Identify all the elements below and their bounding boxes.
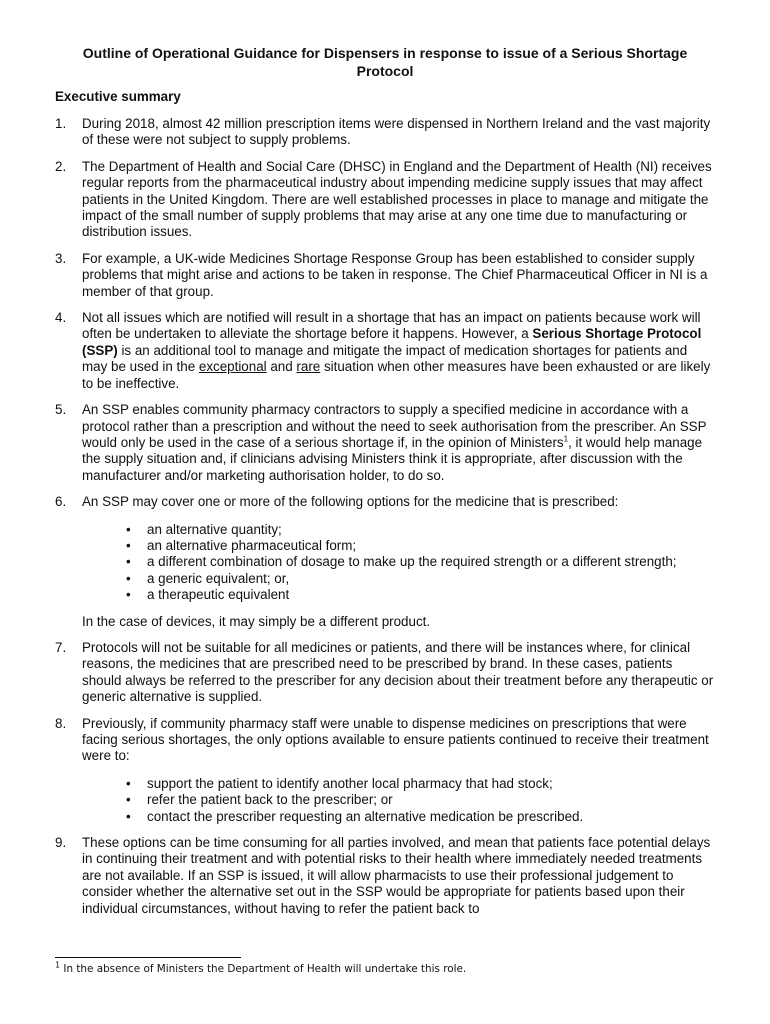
paragraph-text: Previously, if community pharmacy staff were unable to dispense medicines on prescriptions that were facing serious shortages, the only options available to ensure patients continued to receive their treatment were to: bbox=[82, 715, 709, 764]
numbered-paragraph-list bbox=[55, 116, 715, 927]
bullet-item: • a different combination of dosage to make up the required strength or a different strength; bbox=[122, 554, 715, 570]
paragraph-text-c: and bbox=[266, 359, 297, 375]
bullet-item: • a generic equivalent; or, bbox=[122, 571, 715, 587]
paragraph-number: 9. bbox=[55, 835, 67, 851]
bullet-item: • a therapeutic equivalent bbox=[122, 587, 715, 603]
paragraph-text: The Department of Health and Social Care (DHSC) in England and the Department of Health (NI) receives regular reports from the pharmaceutical industry about impending medicine supply issues that may affect patients in the United Kingdom. There are well established processes in place to manage and mitigate the impact of the small number of supply problems that may arise at any one time due to manufacturing or distribution issues. bbox=[82, 158, 712, 240]
paragraph-text: During 2018, almost 42 million prescription items were dispensed in Northern Ireland and the vast majority of these were not subject to supply problems. bbox=[82, 116, 711, 148]
paragraph-text: Protocols will not be suitable for all medicines or patients, and there will be instances where, for clinical reasons, the medicines that are prescribed need to be prescribed by brand. In these cases, patients should always be referred to the prescriber for any decision about their treatment before any therapeutic or generic alternative is supplied. bbox=[82, 639, 714, 705]
paragraph-number: 7. bbox=[55, 639, 67, 655]
paragraph-text: An SSP may cover one or more of the following options for the medicine that is prescribed: bbox=[82, 494, 619, 510]
bullet-item: • an alternative pharmaceutical form; bbox=[122, 538, 715, 554]
paragraph-9 bbox=[55, 835, 715, 917]
paragraph-text: These options can be time consuming for all parties involved, and mean that patients face potential delays in continuing their treatment and with potential risks to their health where immediately needed treatments are not available. If an SSP is issued, it will allow pharmacists to use their professional judgement to consider whether the alternative set out in the SSP would be appropriate for patients based upon their individual circumstances, without having to refer the patient back to bbox=[82, 835, 711, 916]
paragraph-text-a: An SSP enables community pharmacy contractors to supply a specified medicine in accordance with a protocol rather than a prescription and without the need to seek authorisation from the prescriber. An SSP would only be used in the case of a serious shortage if, in the opinion of Ministers bbox=[82, 402, 707, 450]
paragraph-text-b: is an additional tool to manage and mitigate the impact of medication shortages for patients and may be used in the bbox=[82, 342, 688, 375]
paragraph-text-a: Not all issues which are notified will result in a shortage that has an impact on patients because work will often be undertaken to alleviate the shortage before it happens. However, a bbox=[82, 310, 701, 342]
footnote-text: In the absence of Ministers the Department of Health will undertake this role. bbox=[60, 963, 467, 975]
paragraph-4 bbox=[55, 310, 715, 392]
paragraph-number: 2. bbox=[55, 158, 67, 174]
paragraph-text: For example, a UK-wide Medicines Shortage Response Group has been established to consider supply problems that might arise and actions to be taken in response. The Chief Pharmaceutical Officer in NI is a member of that group. bbox=[82, 250, 708, 299]
footnote bbox=[55, 960, 467, 976]
paragraph-6 bbox=[55, 494, 715, 630]
previous-options-bullet-list bbox=[82, 776, 715, 825]
paragraph-text-d: situation when other measures have been exhausted or are likely to be ineffective. bbox=[82, 359, 711, 391]
bullet-item: • contact the prescriber requesting an alternative medication be prescribed. bbox=[122, 809, 715, 825]
paragraph-number: 1. bbox=[55, 116, 67, 131]
bullet-item: • support the patient to identify another local pharmacy that had stock; bbox=[122, 776, 715, 792]
paragraph-number: 3. bbox=[55, 250, 67, 266]
options-bullet-list bbox=[82, 522, 715, 604]
footnote-mark: 1 bbox=[55, 960, 61, 970]
footnote-separator bbox=[55, 957, 241, 958]
paragraph-number: 5. bbox=[55, 402, 67, 418]
executive-summary-heading: Executive summary bbox=[55, 89, 181, 104]
rare-underlined: rare bbox=[296, 359, 321, 375]
paragraph-3 bbox=[55, 251, 715, 300]
paragraph-number: 6. bbox=[55, 494, 67, 510]
paragraph-number: 4. bbox=[55, 310, 67, 326]
bullet-item: • refer the patient back to the prescriber; or bbox=[122, 792, 715, 808]
paragraph-2 bbox=[55, 159, 715, 241]
footnote-reference: 1 bbox=[563, 434, 569, 444]
paragraph-5 bbox=[55, 402, 715, 484]
paragraph-1 bbox=[55, 116, 715, 149]
document-title: Outline of Operational Guidance for Dispensers in response to issue of a Serious Shortage Protocol bbox=[82, 45, 688, 79]
paragraph-text-b: , it would help manage the supply situation and, if clinicians advising Ministers think it is appropriate, after discussion with the manufacturer and/or marketing authorisation holder, to do so. bbox=[82, 434, 703, 483]
devices-note: In the case of devices, it may simply be a different product. bbox=[82, 613, 431, 629]
paragraph-number: 8. bbox=[55, 715, 67, 731]
bullet-item: • an alternative quantity; bbox=[122, 522, 715, 538]
ssp-term-bold: Serious Shortage Protocol (SSP) bbox=[82, 326, 702, 358]
paragraph-7 bbox=[55, 640, 715, 706]
paragraph-8 bbox=[55, 716, 715, 825]
exceptional-underlined: exceptional bbox=[198, 359, 267, 375]
